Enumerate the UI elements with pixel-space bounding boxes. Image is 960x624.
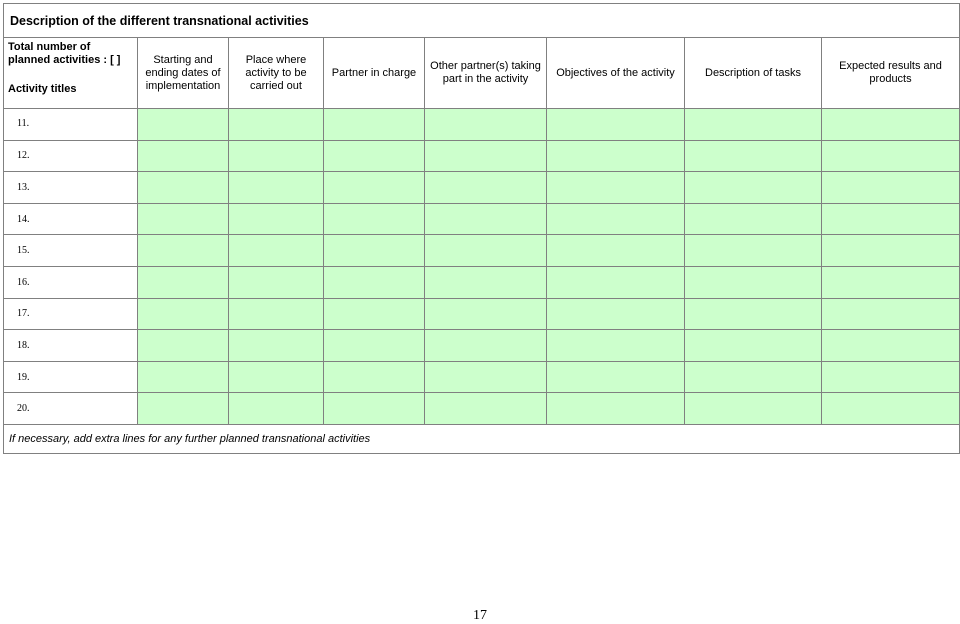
column-header-objectives: Objectives of the activity — [547, 38, 685, 109]
entry-cell[interactable] — [685, 203, 822, 235]
entry-cell[interactable] — [138, 140, 229, 172]
entry-cell[interactable] — [138, 109, 229, 141]
entry-cell[interactable] — [229, 361, 324, 393]
entry-cell[interactable] — [547, 330, 685, 362]
entry-cell[interactable] — [685, 266, 822, 298]
entry-cell[interactable] — [685, 330, 822, 362]
entry-cell[interactable] — [138, 235, 229, 267]
column-header-results: Expected results and products — [822, 38, 960, 109]
entry-cell[interactable] — [425, 361, 547, 393]
column-header-place: Place where activity to be carried out — [229, 38, 324, 109]
entry-cell[interactable] — [229, 235, 324, 267]
entry-cell[interactable] — [324, 298, 425, 330]
entry-cell[interactable] — [685, 172, 822, 204]
entry-cell[interactable] — [324, 235, 425, 267]
entry-cell[interactable] — [547, 235, 685, 267]
entry-cell[interactable] — [229, 298, 324, 330]
entry-cell[interactable] — [138, 298, 229, 330]
entry-cell[interactable] — [547, 298, 685, 330]
entry-cell[interactable] — [547, 203, 685, 235]
row-number: 15. — [4, 235, 138, 267]
table-row — [4, 109, 960, 141]
activity-titles-label: Activity titles — [8, 83, 77, 95]
entry-cell[interactable] — [685, 235, 822, 267]
table-row — [4, 172, 960, 204]
entry-cell[interactable] — [547, 172, 685, 204]
entry-cell[interactable] — [547, 140, 685, 172]
row-number: 16. — [4, 266, 138, 298]
entry-cell[interactable] — [324, 109, 425, 141]
table-row — [4, 203, 960, 235]
table-row — [4, 361, 960, 393]
entry-cell[interactable] — [324, 330, 425, 362]
entry-cell[interactable] — [685, 298, 822, 330]
entry-cell[interactable] — [822, 393, 960, 425]
entry-cell[interactable] — [324, 140, 425, 172]
entry-cell[interactable] — [229, 140, 324, 172]
entry-cell[interactable] — [425, 393, 547, 425]
entry-cell[interactable] — [685, 109, 822, 141]
entry-cell[interactable] — [324, 172, 425, 204]
entry-cell[interactable] — [425, 172, 547, 204]
row-number: 18. — [4, 330, 138, 362]
table-row — [4, 298, 960, 330]
entry-cell[interactable] — [685, 393, 822, 425]
entry-cell[interactable] — [685, 361, 822, 393]
entry-cell[interactable] — [547, 266, 685, 298]
entry-cell[interactable] — [138, 266, 229, 298]
page-number: 17 — [473, 608, 487, 623]
entry-cell[interactable] — [822, 298, 960, 330]
entry-cell[interactable] — [324, 203, 425, 235]
entry-cell[interactable] — [822, 140, 960, 172]
entry-cell[interactable] — [229, 393, 324, 425]
column-header-dates: Starting and ending dates of implementation — [138, 38, 229, 109]
entry-cell[interactable] — [822, 266, 960, 298]
row-number: 13. — [4, 172, 138, 204]
entry-cell[interactable] — [547, 109, 685, 141]
entry-cell[interactable] — [425, 140, 547, 172]
table-row — [4, 393, 960, 425]
column-header-other-partners: Other partner(s) taking part in the activity — [425, 38, 547, 109]
footer-note: If necessary, add extra lines for any further planned transnational activities — [4, 424, 960, 453]
entry-cell[interactable] — [425, 330, 547, 362]
transnational-activities-table — [3, 3, 960, 454]
entry-cell[interactable] — [547, 361, 685, 393]
entry-cell[interactable] — [138, 361, 229, 393]
column-header-partner-in-charge: Partner in charge — [324, 38, 425, 109]
row-number: 20. — [4, 393, 138, 425]
entry-cell[interactable] — [425, 109, 547, 141]
section-title: Description of the different transnational activities — [4, 4, 960, 38]
entry-cell[interactable] — [822, 172, 960, 204]
entry-cell[interactable] — [822, 361, 960, 393]
entry-cell[interactable] — [425, 235, 547, 267]
entry-cell[interactable] — [324, 266, 425, 298]
entry-cell[interactable] — [229, 330, 324, 362]
entry-cell[interactable] — [822, 109, 960, 141]
entry-cell[interactable] — [547, 393, 685, 425]
entry-cell[interactable] — [229, 109, 324, 141]
entry-cell[interactable] — [822, 330, 960, 362]
entry-cell[interactable] — [138, 203, 229, 235]
entry-cell[interactable] — [425, 203, 547, 235]
entry-cell[interactable] — [138, 330, 229, 362]
table-row — [4, 266, 960, 298]
entry-cell[interactable] — [685, 140, 822, 172]
row-number: 14. — [4, 203, 138, 235]
activity-count-header — [4, 38, 138, 109]
entry-cell[interactable] — [425, 298, 547, 330]
entry-cell[interactable] — [229, 266, 324, 298]
activity-count-label: Total number of planned activities : [ ] — [8, 41, 121, 66]
entry-cell[interactable] — [229, 203, 324, 235]
table-row — [4, 140, 960, 172]
column-header-tasks: Description of tasks — [685, 38, 822, 109]
entry-cell[interactable] — [229, 172, 324, 204]
row-number: 19. — [4, 361, 138, 393]
entry-cell[interactable] — [138, 172, 229, 204]
entry-cell[interactable] — [822, 203, 960, 235]
row-number: 17. — [4, 298, 138, 330]
entry-cell[interactable] — [324, 393, 425, 425]
entry-cell[interactable] — [324, 361, 425, 393]
row-number: 12. — [4, 140, 138, 172]
entry-cell[interactable] — [425, 266, 547, 298]
entry-cell[interactable] — [138, 393, 229, 425]
table-row — [4, 330, 960, 362]
table-row — [4, 235, 960, 267]
entry-cell[interactable] — [822, 235, 960, 267]
row-number: 11. — [4, 109, 138, 141]
